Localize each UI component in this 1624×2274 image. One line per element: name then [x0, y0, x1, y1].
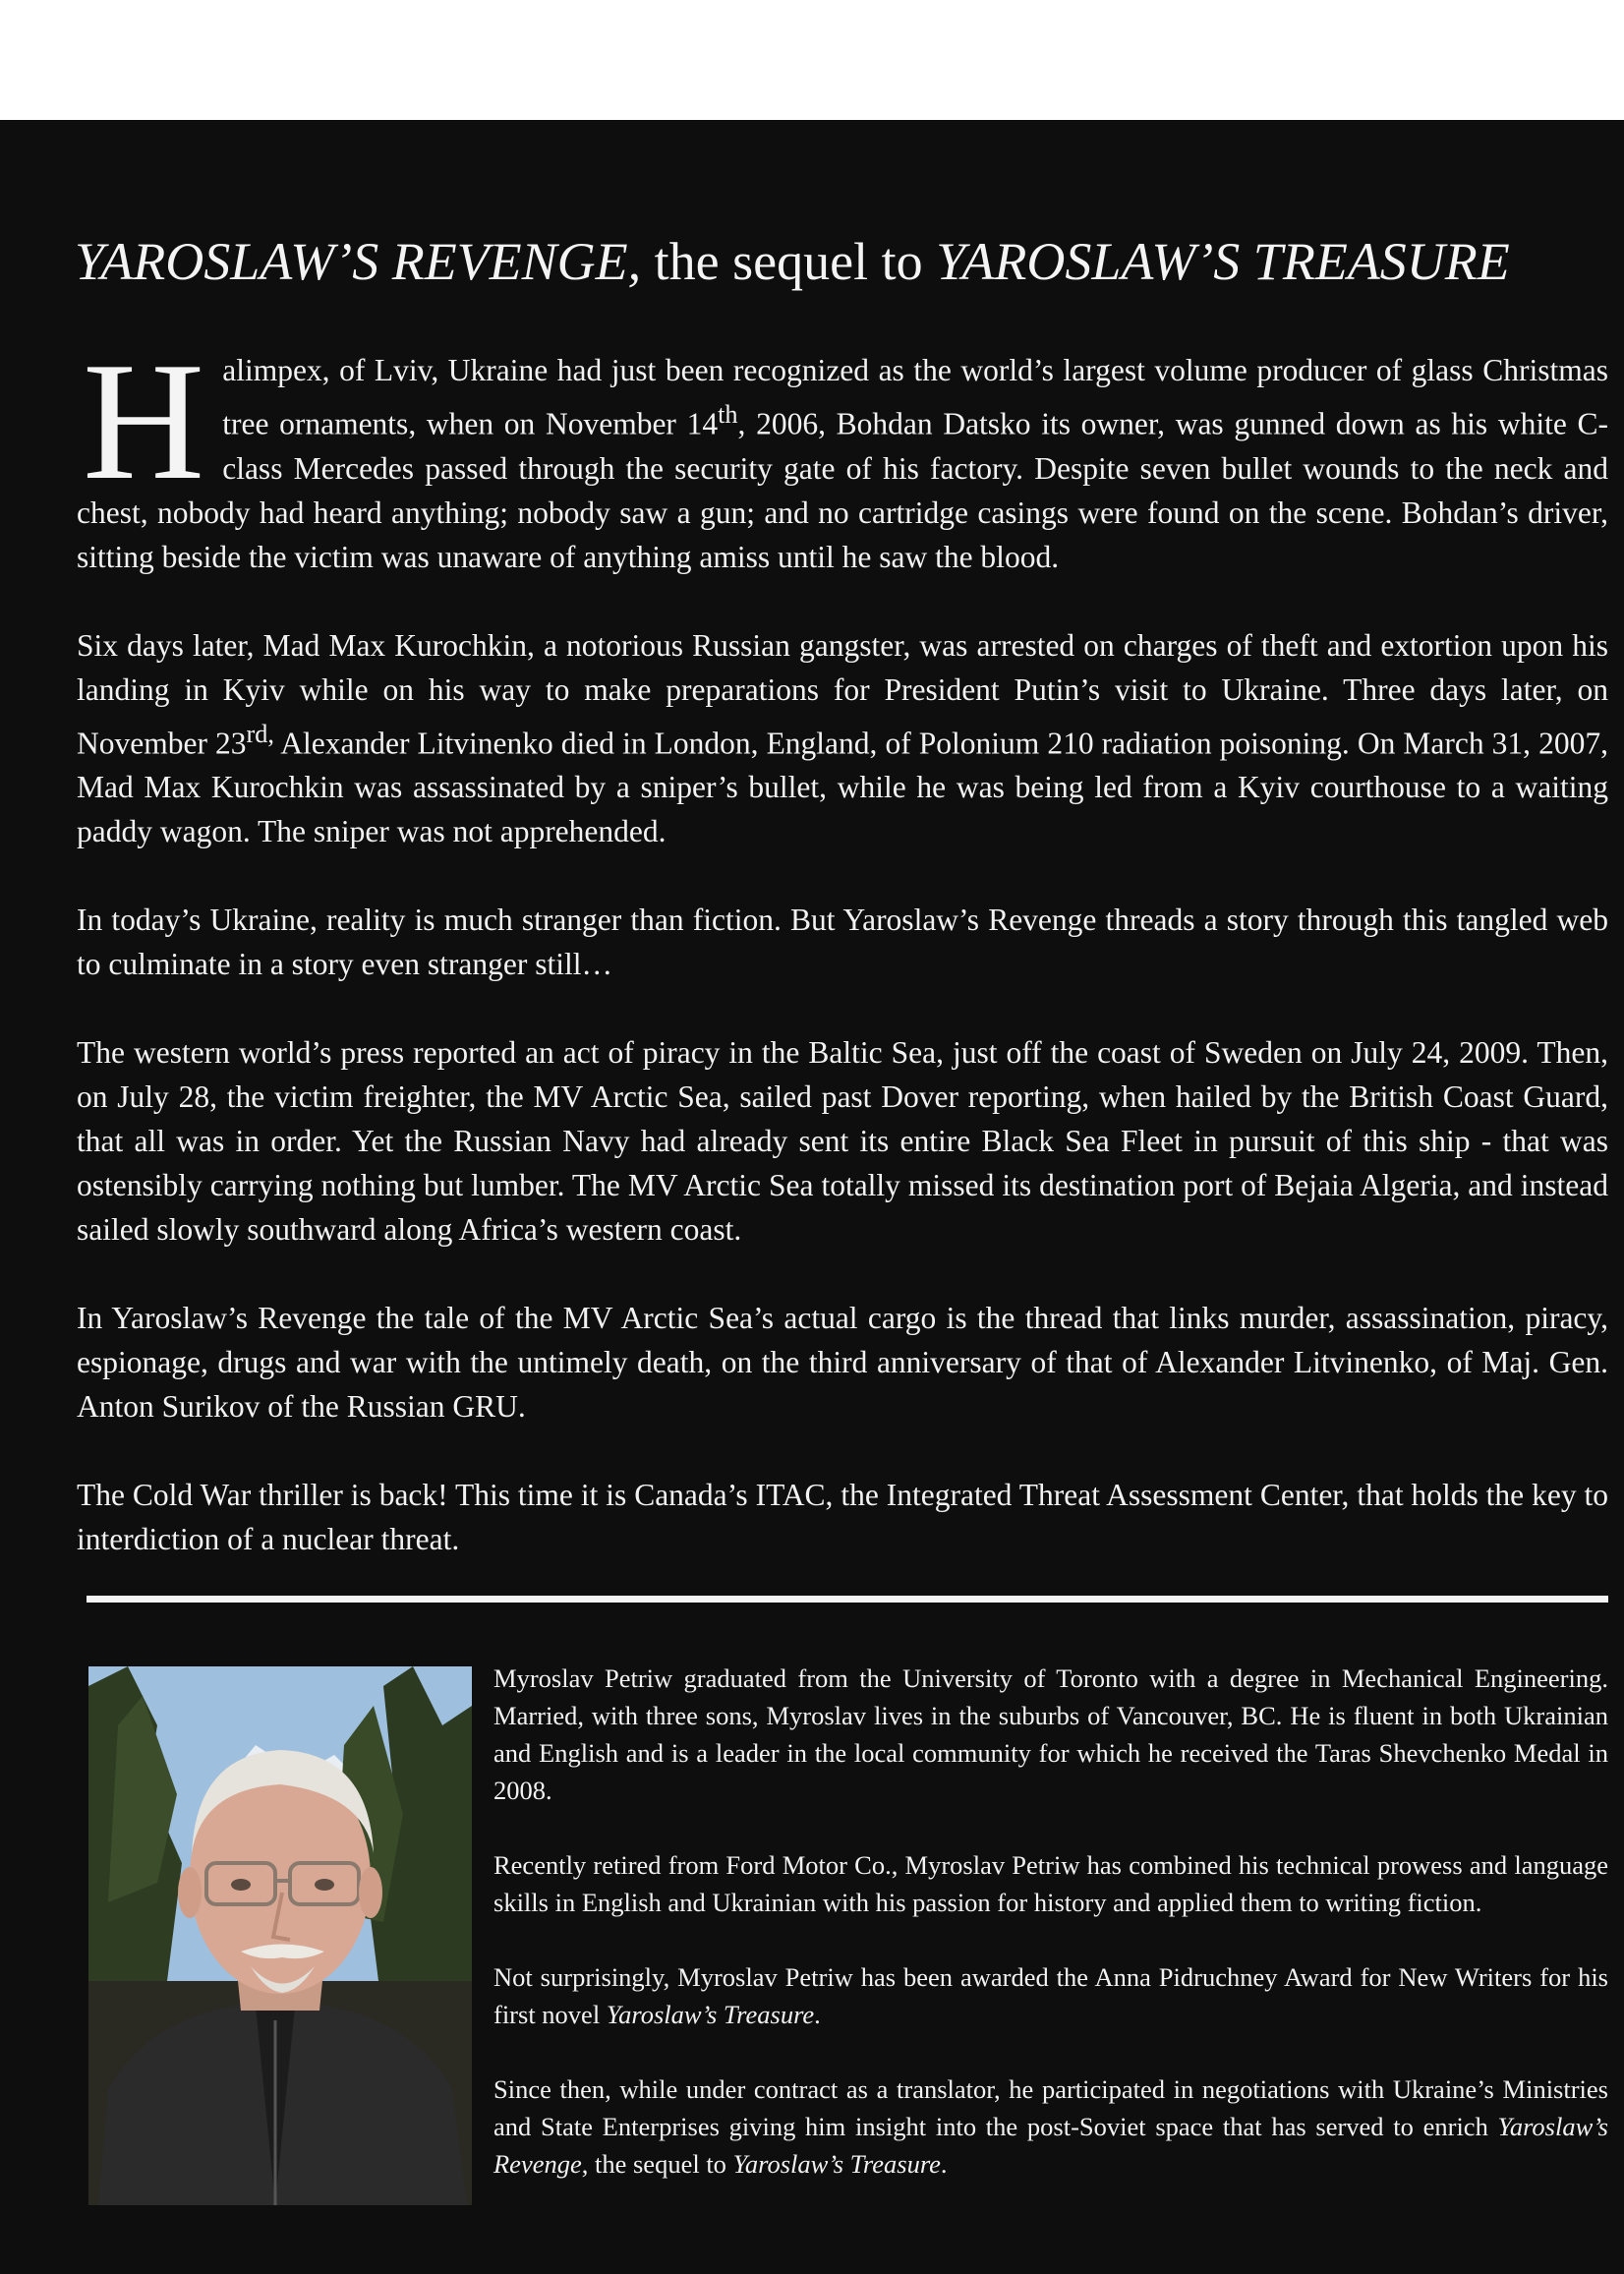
section-divider	[87, 1596, 1608, 1603]
bio-text: .	[814, 2000, 821, 2029]
back-cover	[0, 120, 1624, 2274]
bio-text: .	[940, 2149, 948, 2179]
bio-paragraph-4	[493, 2070, 1608, 2183]
synopsis-paragraph-1	[77, 328, 1608, 579]
superscript: rd,	[246, 719, 274, 748]
title-prequel-name: YAROSLAW’S TREASURE	[936, 232, 1510, 291]
bio-paragraph-3	[493, 1958, 1608, 2033]
cover-heading	[75, 230, 1589, 293]
synopsis-paragraph-4: The western world’s press reported an act of piracy in the Baltic Sea, just off the coast of Sweden on July 24, 2009. Then, on July 28, the victim freighter, the MV Arctic Sea, sailed past Dover reporting, when hailed by the British Coast Guard, that all was in order. Yet the Russian Navy had already sent its entire Black Sea Fleet in pursuit of this ship - that was ostensibly carrying nothing but lumber. The MV Arctic Sea totally missed its destination port of Bejaia Algeria, and instead sailed slowly southward along Africa’s western coast.	[77, 1035, 1608, 1247]
bio-paragraph-1: Myroslav Petriw graduated from the University of Toronto with a degree in Mechanical Engineering. Married, with three sons, Myroslav lives in the suburbs of Vancouver, BC. He is fluent in both Ukrainian and English and is a leader in the local community for which he received the Taras Shevchenko Medal in 2008.	[493, 1663, 1608, 1805]
bio-paragraph-2: Recently retired from Ford Motor Co., Myroslav Petriw has combined his technical prowess and language skills in English and Ukrainian with his passion for history and applied them to writing fiction.	[493, 1850, 1608, 1917]
superscript: th	[718, 400, 738, 429]
bio-text: Since then, while under contract as a translator, he participated in negotiations with Ukraine’s Ministries and State Enterprises giving him insight into the post-Soviet space that has served to enrich	[493, 2074, 1608, 2141]
synopsis	[77, 328, 1608, 1605]
book-title-reference: Yaroslaw’s Treasure	[732, 2149, 941, 2179]
synopsis-text: Alexander Litvinenko died in London, England, of Polonium 210 radiation poisoning. On March 31, 2007, Mad Max Kurochkin was assassinated by a sniper’s bullet, while he was being led from a Kyiv courthouse to a waiting paddy wagon. The sniper was not apprehended.	[77, 726, 1608, 848]
synopsis-paragraph-5: In Yaroslaw’s Revenge the tale of the MV Arctic Sea’s actual cargo is the thread that links murder, assassination, piracy, espionage, drugs and war with the untimely death, on the third anniversary of that of Alexander Litvinenko, of Maj. Gen. Anton Surikov of the Russian GRU.	[77, 1301, 1608, 1424]
synopsis-paragraph-6: The Cold War thriller is back! This time it is Canada’s ITAC, the Integrated Threat Assessment Center, that holds the key to interdiction of a nuclear threat.	[77, 1478, 1608, 1556]
synopsis-text: Six days later, Mad Max Kurochkin, a notorious Russian gangster, was arrested on charges of theft and extortion upon his landing in Kyiv while on his way to make preparations for President Putin’s visit to Ukraine. Three days later, on November 23	[77, 627, 1608, 760]
title-connector: the sequel to	[641, 232, 937, 291]
author-photo	[88, 1666, 472, 2205]
author-bio	[493, 1660, 1608, 2220]
synopsis-text: , 2006, Bohdan Datsko its owner, was gunned down as his white C-class Mercedes passed through the security gate of his factory. Despite seven bullet wounds to the neck and chest, nobody had heard anything; nobody saw a gun; and no cartridge casings were found on the scene. Bohdan’s driver, sitting beside the victim was unaware of anything amiss until he saw the blood.	[77, 406, 1608, 574]
synopsis-paragraph-3: In today’s Ukraine, reality is much stranger than fiction. But Yaroslaw’s Revenge threads a story through this tangled web to culminate in a story even stranger still…	[77, 903, 1608, 981]
title-book-name: YAROSLAW’S REVENGE,	[75, 232, 642, 291]
book-title-reference: Yaroslaw’s Revenge	[493, 2112, 1608, 2179]
synopsis-paragraph-2	[77, 623, 1608, 854]
book-title-reference: Yaroslaw’s Treasure	[606, 2000, 815, 2029]
bio-text: , the sequel to	[581, 2149, 733, 2179]
author-portrait-illustration	[88, 1666, 472, 2205]
drop-cap: H	[83, 328, 205, 515]
synopsis-text: alimpex, of Lviv, Ukraine had just been recognized as the world’s largest volume producer of glass Christmas tree ornaments, when on November 14	[222, 353, 1608, 441]
bio-text: Not surprisingly, Myroslav Petriw has been awarded the Anna Pidruchney Award for New Writers for his first novel	[493, 1962, 1608, 2029]
